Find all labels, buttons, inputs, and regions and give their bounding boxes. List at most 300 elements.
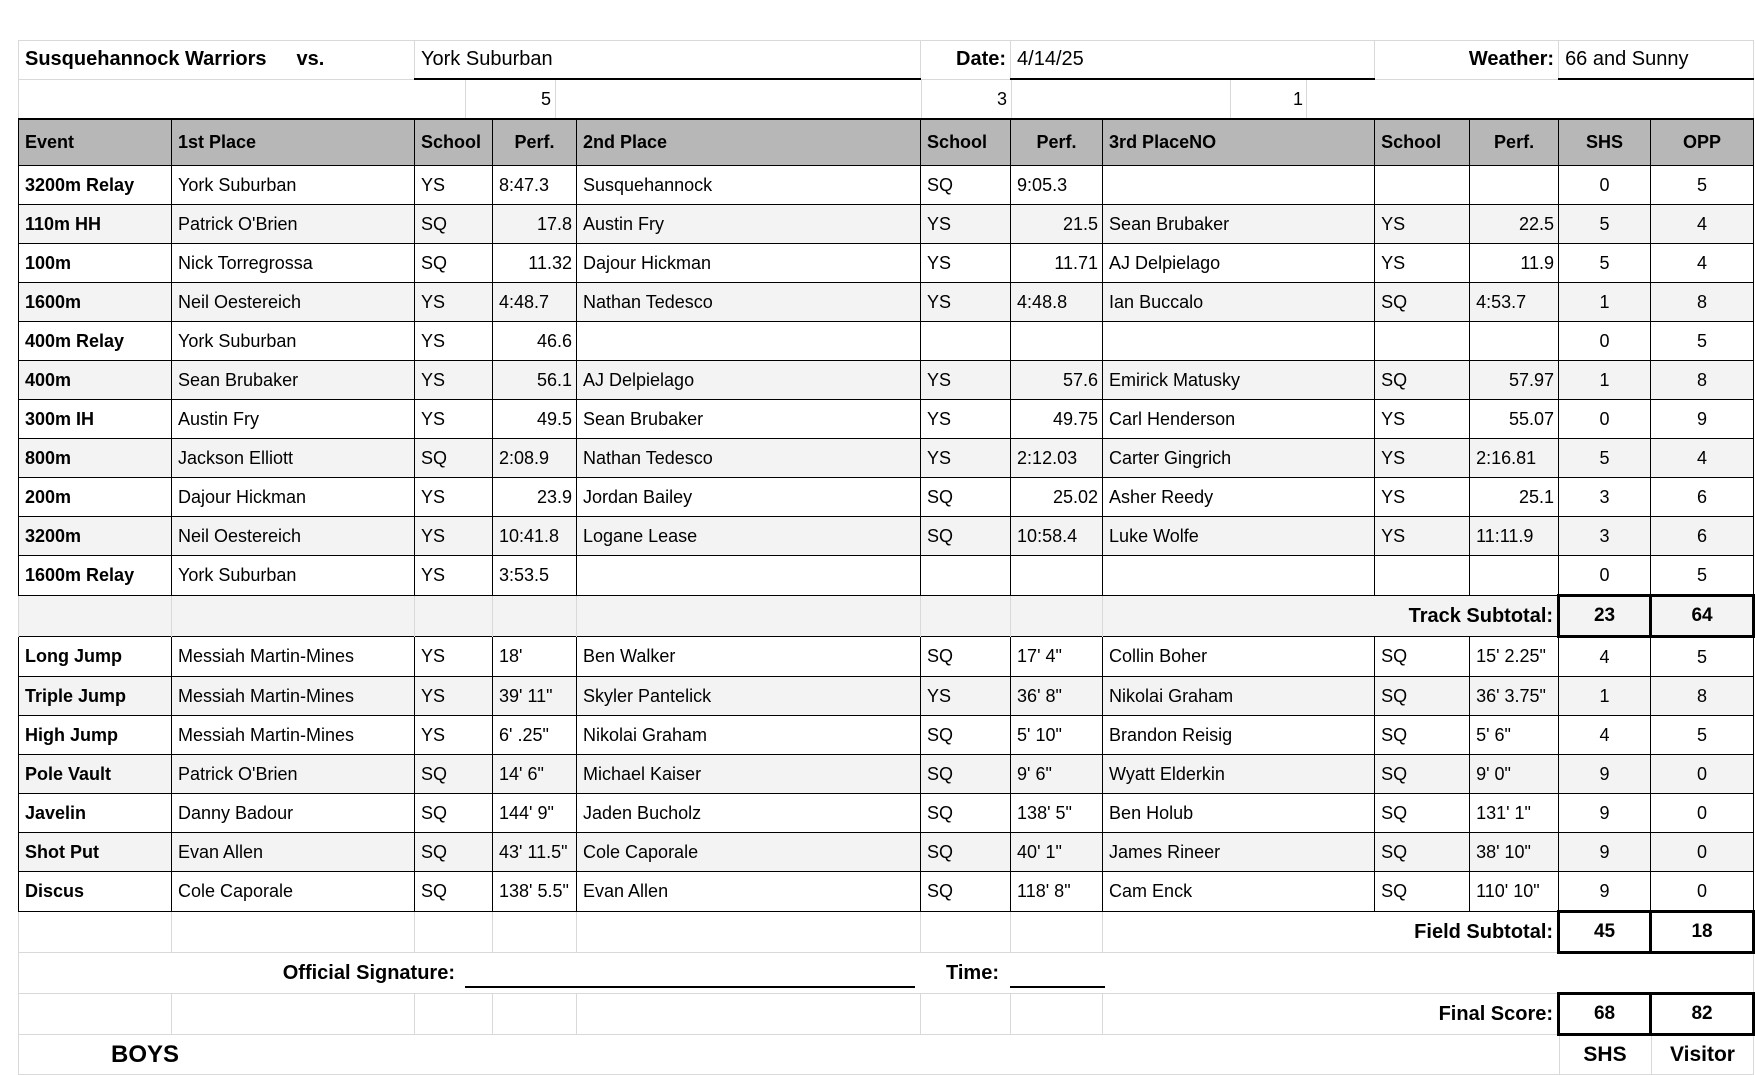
opp-points-cell[interactable]: 6 <box>1651 478 1754 517</box>
second-place-name-cell[interactable]: Susquehannock <box>577 166 921 205</box>
event-cell[interactable]: 200m <box>19 478 172 517</box>
first-place-name-cell[interactable]: Evan Allen <box>172 833 415 872</box>
second-place-perf-cell[interactable]: 11.71 <box>1011 244 1103 283</box>
event-row <box>19 637 1754 677</box>
third-place-name-cell[interactable]: James Rineer <box>1103 833 1375 872</box>
first-place-school-cell[interactable]: YS <box>415 361 493 400</box>
second-place-school-cell[interactable]: SQ <box>921 637 1011 677</box>
opp-points-cell[interactable]: 5 <box>1651 637 1754 677</box>
first-place-name-cell[interactable]: Sean Brubaker <box>172 361 415 400</box>
third-place-perf-cell[interactable]: 25.1 <box>1470 478 1559 517</box>
column-header-perf-3[interactable]: Perf. <box>1470 119 1559 166</box>
first-place-school-cell[interactable]: YS <box>415 517 493 556</box>
third-place-name-cell[interactable]: Collin Boher <box>1103 637 1375 677</box>
event-row <box>19 322 1754 361</box>
event-cell[interactable]: 1600m <box>19 283 172 322</box>
empty-cell[interactable] <box>172 596 415 637</box>
third-place-name-cell[interactable]: Carter Gingrich <box>1103 439 1375 478</box>
third-place-name-cell[interactable] <box>1103 322 1375 361</box>
column-header-event[interactable]: Event <box>19 119 172 166</box>
third-place-school-cell[interactable]: SQ <box>1375 637 1470 677</box>
shs-points-cell[interactable]: 9 <box>1559 872 1651 912</box>
final-score-label: Final Score: <box>1103 994 1559 1035</box>
matchup-cell[interactable] <box>19 41 415 80</box>
column-header-1st-place[interactable]: 1st Place <box>172 119 415 166</box>
second-place-perf-cell[interactable]: 57.6 <box>1011 361 1103 400</box>
column-header-school-2[interactable]: School <box>921 119 1011 166</box>
third-place-school-cell[interactable] <box>1375 556 1470 596</box>
empty-cell[interactable] <box>19 994 172 1035</box>
column-header-2nd-place[interactable]: 2nd Place <box>577 119 921 166</box>
third-place-name-cell[interactable]: AJ Delpielago <box>1103 244 1375 283</box>
event-cell[interactable]: 1600m Relay <box>19 556 172 596</box>
time-line[interactable] <box>1010 986 1105 988</box>
event-cell[interactable]: Discus <box>19 872 172 912</box>
first-place-school-cell[interactable]: YS <box>415 400 493 439</box>
opp-points-cell[interactable]: 9 <box>1651 400 1754 439</box>
opp-points-cell[interactable]: 0 <box>1651 872 1754 912</box>
first-place-name-cell[interactable]: Messiah Martin-Mines <box>172 677 415 716</box>
first-place-perf-cell[interactable]: 46.6 <box>493 322 577 361</box>
column-header-row <box>19 119 1754 166</box>
column-header-opp[interactable]: OPP <box>1651 119 1754 166</box>
track-subtotal-shs-score[interactable]: 23 <box>1559 596 1651 637</box>
third-place-perf-cell[interactable]: 36' 3.75" <box>1470 677 1559 716</box>
opp-points-cell[interactable]: 8 <box>1651 677 1754 716</box>
second-place-perf-cell[interactable]: 25.02 <box>1011 478 1103 517</box>
first-place-perf-cell[interactable]: 14' 6" <box>493 755 577 794</box>
second-place-name-cell[interactable]: Jaden Bucholz <box>577 794 921 833</box>
second-place-school-cell[interactable]: YS <box>921 439 1011 478</box>
second-place-school-cell[interactable] <box>921 322 1011 361</box>
first-place-name-cell[interactable]: Dajour Hickman <box>172 478 415 517</box>
signature-line[interactable] <box>465 986 915 988</box>
third-place-name-cell[interactable]: Asher Reedy <box>1103 478 1375 517</box>
event-cell[interactable]: Javelin <box>19 794 172 833</box>
event-cell[interactable]: 110m HH <box>19 205 172 244</box>
first-place-perf-cell[interactable]: 56.1 <box>493 361 577 400</box>
event-row <box>19 833 1754 872</box>
second-place-perf-cell[interactable]: 10:58.4 <box>1011 517 1103 556</box>
first-place-school-cell[interactable]: YS <box>415 556 493 596</box>
event-row <box>19 361 1754 400</box>
first-place-perf-cell[interactable]: 39' 11" <box>493 677 577 716</box>
first-place-name-cell[interactable]: Messiah Martin-Mines <box>172 637 415 677</box>
third-place-school-cell[interactable]: YS <box>1375 400 1470 439</box>
opponent-team-cell[interactable]: York Suburban <box>415 41 921 80</box>
first-place-school-cell[interactable]: SQ <box>415 794 493 833</box>
event-row <box>19 872 1754 912</box>
empty-cell[interactable] <box>493 912 577 953</box>
first-place-perf-cell[interactable]: 2:08.9 <box>493 439 577 478</box>
shs-points-cell[interactable]: 0 <box>1559 556 1651 596</box>
shs-points-cell[interactable]: 1 <box>1559 283 1651 322</box>
second-place-perf-cell[interactable]: 9:05.3 <box>1011 166 1103 205</box>
shs-points-cell[interactable]: 9 <box>1559 794 1651 833</box>
opp-points-cell[interactable]: 0 <box>1651 833 1754 872</box>
first-place-perf-cell[interactable]: 18' <box>493 637 577 677</box>
second-place-perf-cell[interactable] <box>1011 322 1103 361</box>
first-place-perf-cell[interactable]: 144' 9" <box>493 794 577 833</box>
column-header-school-1[interactable]: School <box>415 119 493 166</box>
second-place-name-cell[interactable]: Dajour Hickman <box>577 244 921 283</box>
event-row <box>19 716 1754 755</box>
event-cell[interactable]: High Jump <box>19 716 172 755</box>
shs-points-cell[interactable]: 5 <box>1559 439 1651 478</box>
first-place-name-cell[interactable]: Austin Fry <box>172 400 415 439</box>
empty-cell[interactable] <box>19 596 172 637</box>
third-place-school-cell[interactable]: SQ <box>1375 755 1470 794</box>
signature-cell[interactable] <box>19 953 1754 994</box>
opp-points-cell[interactable]: 5 <box>1651 556 1754 596</box>
opp-points-cell[interactable]: 5 <box>1651 322 1754 361</box>
first-place-points[interactable]: 5 <box>540 89 551 109</box>
empty-cell[interactable] <box>921 912 1011 953</box>
first-place-school-cell[interactable]: YS <box>415 283 493 322</box>
first-place-school-cell[interactable]: SQ <box>415 755 493 794</box>
opp-points-cell[interactable]: 5 <box>1651 716 1754 755</box>
second-place-name-cell[interactable]: Nathan Tedesco <box>577 283 921 322</box>
third-place-name-cell[interactable]: Cam Enck <box>1103 872 1375 912</box>
opp-points-cell[interactable]: 4 <box>1651 244 1754 283</box>
first-place-perf-cell[interactable]: 43' 11.5" <box>493 833 577 872</box>
third-place-school-cell[interactable]: SQ <box>1375 833 1470 872</box>
third-place-school-cell[interactable]: SQ <box>1375 716 1470 755</box>
second-place-name-cell[interactable]: Skyler Pantelick <box>577 677 921 716</box>
first-place-name-cell[interactable]: Patrick O'Brien <box>172 205 415 244</box>
first-place-perf-cell[interactable]: 23.9 <box>493 478 577 517</box>
third-place-name-cell[interactable] <box>1103 166 1375 205</box>
second-place-name-cell[interactable]: AJ Delpielago <box>577 361 921 400</box>
third-place-name-cell[interactable] <box>1103 556 1375 596</box>
final-score-shs[interactable]: 68 <box>1559 994 1651 1035</box>
first-place-perf-cell[interactable]: 49.5 <box>493 400 577 439</box>
second-place-school-cell[interactable]: YS <box>921 361 1011 400</box>
shs-points-cell[interactable]: 4 <box>1559 716 1651 755</box>
second-place-school-cell[interactable]: SQ <box>921 478 1011 517</box>
event-cell[interactable]: 800m <box>19 439 172 478</box>
third-place-perf-cell[interactable]: 22.5 <box>1470 205 1559 244</box>
first-place-name-cell[interactable]: Messiah Martin-Mines <box>172 716 415 755</box>
third-place-name-cell[interactable]: Luke Wolfe <box>1103 517 1375 556</box>
empty-cell[interactable] <box>577 912 921 953</box>
empty-cell[interactable] <box>921 596 1011 637</box>
third-place-name-cell[interactable]: Nikolai Graham <box>1103 677 1375 716</box>
third-place-name-cell[interactable]: Wyatt Elderkin <box>1103 755 1375 794</box>
first-place-perf-cell[interactable]: 17.8 <box>493 205 577 244</box>
opp-points-cell[interactable]: 8 <box>1651 283 1754 322</box>
second-place-school-cell[interactable]: YS <box>921 205 1011 244</box>
second-place-school-cell[interactable]: YS <box>921 283 1011 322</box>
weather-value-cell[interactable]: 66 and Sunny <box>1559 41 1754 80</box>
date-value-cell[interactable]: 4/14/25 <box>1011 41 1375 80</box>
event-row <box>19 478 1754 517</box>
first-place-school-cell[interactable]: SQ <box>415 205 493 244</box>
event-row <box>19 755 1754 794</box>
third-place-name-cell[interactable]: Carl Henderson <box>1103 400 1375 439</box>
second-place-perf-cell[interactable]: 5' 10" <box>1011 716 1103 755</box>
second-place-perf-cell[interactable]: 36' 8" <box>1011 677 1103 716</box>
first-place-name-cell[interactable]: Cole Caporale <box>172 872 415 912</box>
third-place-school-cell[interactable]: SQ <box>1375 677 1470 716</box>
empty-cell[interactable] <box>921 994 1011 1035</box>
second-place-perf-cell[interactable]: 40' 1" <box>1011 833 1103 872</box>
second-place-perf-cell[interactable] <box>1011 556 1103 596</box>
empty-cell[interactable] <box>415 994 493 1035</box>
second-place-perf-cell[interactable]: 118' 8" <box>1011 872 1103 912</box>
second-place-school-cell[interactable]: YS <box>921 677 1011 716</box>
visitor-footer-label: Visitor <box>1670 1043 1735 1066</box>
third-place-school-cell[interactable]: SQ <box>1375 361 1470 400</box>
third-place-school-cell[interactable]: YS <box>1375 439 1470 478</box>
opp-points-cell[interactable]: 4 <box>1651 205 1754 244</box>
empty-cell[interactable] <box>172 994 415 1035</box>
third-place-perf-cell[interactable]: 38' 10" <box>1470 833 1559 872</box>
opp-points-cell[interactable]: 0 <box>1651 755 1754 794</box>
shs-points-cell[interactable]: 5 <box>1559 244 1651 283</box>
shs-points-cell[interactable]: 1 <box>1559 677 1651 716</box>
third-place-perf-cell[interactable]: 11:11.9 <box>1470 517 1559 556</box>
boys-label: BOYS <box>110 1041 179 1068</box>
column-header-perf-1[interactable]: Perf. <box>493 119 577 166</box>
second-place-perf-cell[interactable]: 17' 4" <box>1011 637 1103 677</box>
third-place-perf-cell[interactable]: 15' 2.25" <box>1470 637 1559 677</box>
third-place-perf-cell[interactable]: 5' 6" <box>1470 716 1559 755</box>
first-place-school-cell[interactable]: YS <box>415 677 493 716</box>
event-row <box>19 517 1754 556</box>
track-subtotal-label: Track Subtotal: <box>1103 596 1559 637</box>
first-place-name-cell[interactable]: Neil Oestereich <box>172 517 415 556</box>
weather-label: Weather: <box>1375 41 1559 80</box>
shs-points-cell[interactable]: 0 <box>1559 166 1651 205</box>
second-place-perf-cell[interactable]: 2:12.03 <box>1011 439 1103 478</box>
first-place-school-cell[interactable]: YS <box>415 478 493 517</box>
event-cell[interactable]: 3200m <box>19 517 172 556</box>
second-place-school-cell[interactable]: SQ <box>921 166 1011 205</box>
date-label: Date: <box>921 41 1011 80</box>
first-place-school-cell[interactable]: SQ <box>415 244 493 283</box>
third-place-perf-cell[interactable]: 55.07 <box>1470 400 1559 439</box>
second-place-school-cell[interactable]: SQ <box>921 716 1011 755</box>
second-place-school-cell[interactable]: SQ <box>921 794 1011 833</box>
first-place-perf-cell[interactable]: 10:41.8 <box>493 517 577 556</box>
title-row <box>19 41 1754 80</box>
track-subtotal-opp-score[interactable]: 64 <box>1651 596 1754 637</box>
empty-cell[interactable] <box>1011 596 1103 637</box>
opp-points-cell[interactable]: 5 <box>1651 166 1754 205</box>
empty-cell[interactable] <box>493 596 577 637</box>
third-place-name-cell[interactable]: Ben Holub <box>1103 794 1375 833</box>
third-place-perf-cell[interactable] <box>1470 166 1559 205</box>
first-place-school-cell[interactable]: YS <box>415 637 493 677</box>
second-place-name-cell[interactable]: Nathan Tedesco <box>577 439 921 478</box>
event-row <box>19 794 1754 833</box>
column-header-shs[interactable]: SHS <box>1559 119 1651 166</box>
third-place-name-cell[interactable]: Sean Brubaker <box>1103 205 1375 244</box>
empty-cell[interactable] <box>172 912 415 953</box>
event-row <box>19 283 1754 322</box>
first-place-name-cell[interactable]: Jackson Elliott <box>172 439 415 478</box>
second-place-name-cell[interactable]: Evan Allen <box>577 872 921 912</box>
first-place-school-cell[interactable]: YS <box>415 166 493 205</box>
empty-cell[interactable] <box>577 596 921 637</box>
first-place-school-cell[interactable]: SQ <box>415 439 493 478</box>
vs-label: vs. <box>296 48 325 71</box>
third-place-perf-cell[interactable] <box>1470 322 1559 361</box>
shs-points-cell[interactable]: 1 <box>1559 361 1651 400</box>
first-place-perf-cell[interactable]: 3:53.5 <box>493 556 577 596</box>
column-header-3rd-place[interactable]: 3rd PlaceNO <box>1103 119 1375 166</box>
third-place-perf-cell[interactable]: 11.9 <box>1470 244 1559 283</box>
shs-points-cell[interactable]: 0 <box>1559 400 1651 439</box>
footer-row <box>19 1035 1754 1075</box>
footer-cell[interactable] <box>19 1035 1754 1075</box>
shs-points-cell[interactable]: 0 <box>1559 322 1651 361</box>
first-place-school-cell[interactable]: YS <box>415 716 493 755</box>
shs-points-cell[interactable]: 3 <box>1559 478 1651 517</box>
first-place-name-cell[interactable]: York Suburban <box>172 166 415 205</box>
third-place-name-cell[interactable]: Emirick Matusky <box>1103 361 1375 400</box>
first-place-name-cell[interactable]: York Suburban <box>172 556 415 596</box>
second-place-perf-cell[interactable]: 21.5 <box>1011 205 1103 244</box>
second-place-perf-cell[interactable]: 9' 6" <box>1011 755 1103 794</box>
event-cell[interactable]: 3200m Relay <box>19 166 172 205</box>
second-place-name-cell[interactable]: Jordan Bailey <box>577 478 921 517</box>
track-subtotal-row <box>19 596 1754 637</box>
first-place-perf-cell[interactable]: 8:47.3 <box>493 166 577 205</box>
first-place-name-cell[interactable]: York Suburban <box>172 322 415 361</box>
second-place-name-cell[interactable] <box>577 322 921 361</box>
shs-points-cell[interactable]: 3 <box>1559 517 1651 556</box>
official-signature-label: Official Signature: <box>282 962 455 984</box>
third-place-name-cell[interactable]: Brandon Reisig <box>1103 716 1375 755</box>
third-place-school-cell[interactable] <box>1375 322 1470 361</box>
empty-cell[interactable] <box>577 994 921 1035</box>
shs-points-cell[interactable]: 5 <box>1559 205 1651 244</box>
event-cell[interactable]: Long Jump <box>19 637 172 677</box>
event-cell[interactable]: 100m <box>19 244 172 283</box>
third-place-school-cell[interactable]: YS <box>1375 205 1470 244</box>
third-place-perf-cell[interactable]: 57.97 <box>1470 361 1559 400</box>
first-place-perf-cell[interactable]: 138' 5.5" <box>493 872 577 912</box>
empty-cell[interactable] <box>1011 912 1103 953</box>
final-score-opp[interactable]: 82 <box>1651 994 1754 1035</box>
first-place-perf-cell[interactable]: 11.32 <box>493 244 577 283</box>
third-place-school-cell[interactable]: SQ <box>1375 794 1470 833</box>
event-cell[interactable]: 400m <box>19 361 172 400</box>
third-place-school-cell[interactable]: YS <box>1375 517 1470 556</box>
shs-points-cell[interactable]: 9 <box>1559 833 1651 872</box>
third-place-name-cell[interactable]: Ian Buccalo <box>1103 283 1375 322</box>
event-row <box>19 166 1754 205</box>
event-row <box>19 205 1754 244</box>
second-place-points[interactable]: 3 <box>996 89 1007 109</box>
signature-row <box>19 953 1754 994</box>
first-place-school-cell[interactable]: YS <box>415 322 493 361</box>
third-place-perf-cell[interactable]: 131' 1" <box>1470 794 1559 833</box>
final-score-row <box>19 994 1754 1035</box>
first-place-school-cell[interactable]: SQ <box>415 833 493 872</box>
shs-points-cell[interactable]: 4 <box>1559 637 1651 677</box>
event-cell[interactable]: Shot Put <box>19 833 172 872</box>
gridline <box>1011 80 1012 118</box>
second-place-name-cell[interactable]: Ben Walker <box>577 637 921 677</box>
event-cell[interactable]: Pole Vault <box>19 755 172 794</box>
first-place-perf-cell[interactable]: 6' .25" <box>493 716 577 755</box>
empty-cell[interactable] <box>415 912 493 953</box>
first-place-name-cell[interactable]: Neil Oestereich <box>172 283 415 322</box>
event-cell[interactable]: Triple Jump <box>19 677 172 716</box>
empty-cell[interactable] <box>415 596 493 637</box>
empty-cell[interactable] <box>19 912 172 953</box>
event-cell[interactable]: 300m IH <box>19 400 172 439</box>
first-place-school-cell[interactable]: SQ <box>415 872 493 912</box>
second-place-name-cell[interactable] <box>577 556 921 596</box>
shs-points-cell[interactable]: 9 <box>1559 755 1651 794</box>
second-place-name-cell[interactable]: Nikolai Graham <box>577 716 921 755</box>
place-points-row <box>19 79 1754 119</box>
empty-cell[interactable] <box>493 994 577 1035</box>
second-place-school-cell[interactable]: YS <box>921 400 1011 439</box>
second-place-school-cell[interactable]: SQ <box>921 833 1011 872</box>
third-place-perf-cell[interactable] <box>1470 556 1559 596</box>
event-row <box>19 400 1754 439</box>
field-subtotal-opp-score[interactable]: 18 <box>1651 912 1754 953</box>
column-header-school-3[interactable]: School <box>1375 119 1470 166</box>
home-team-name: Susquehannock Warriors <box>25 48 267 71</box>
second-place-name-cell[interactable]: Cole Caporale <box>577 833 921 872</box>
second-place-school-cell[interactable]: SQ <box>921 517 1011 556</box>
first-place-name-cell[interactable]: Nick Torregrossa <box>172 244 415 283</box>
third-place-school-cell[interactable] <box>1375 166 1470 205</box>
third-place-points[interactable]: 1 <box>1292 89 1303 109</box>
first-place-perf-cell[interactable]: 4:48.7 <box>493 283 577 322</box>
second-place-perf-cell[interactable]: 4:48.8 <box>1011 283 1103 322</box>
second-place-school-cell[interactable]: YS <box>921 244 1011 283</box>
third-place-perf-cell[interactable]: 9' 0" <box>1470 755 1559 794</box>
opp-points-cell[interactable]: 4 <box>1651 439 1754 478</box>
third-place-perf-cell[interactable]: 2:16.81 <box>1470 439 1559 478</box>
first-place-name-cell[interactable]: Patrick O'Brien <box>172 755 415 794</box>
opp-points-cell[interactable]: 8 <box>1651 361 1754 400</box>
field-subtotal-shs-score[interactable]: 45 <box>1559 912 1651 953</box>
empty-cell[interactable] <box>1011 994 1103 1035</box>
second-place-perf-cell[interactable]: 138' 5" <box>1011 794 1103 833</box>
second-place-name-cell[interactable]: Logane Lease <box>577 517 921 556</box>
third-place-school-cell[interactable]: SQ <box>1375 283 1470 322</box>
second-place-name-cell[interactable]: Michael Kaiser <box>577 755 921 794</box>
third-place-school-cell[interactable]: YS <box>1375 478 1470 517</box>
meet-score-sheet <box>18 40 1755 1075</box>
column-header-perf-2[interactable]: Perf. <box>1011 119 1103 166</box>
second-place-perf-cell[interactable]: 49.75 <box>1011 400 1103 439</box>
third-place-school-cell[interactable]: YS <box>1375 244 1470 283</box>
second-place-name-cell[interactable]: Sean Brubaker <box>577 400 921 439</box>
third-place-perf-cell[interactable]: 4:53.7 <box>1470 283 1559 322</box>
second-place-school-cell[interactable] <box>921 556 1011 596</box>
opp-points-cell[interactable]: 0 <box>1651 794 1754 833</box>
second-place-school-cell[interactable]: SQ <box>921 755 1011 794</box>
opp-points-cell[interactable]: 6 <box>1651 517 1754 556</box>
first-place-name-cell[interactable]: Danny Badour <box>172 794 415 833</box>
event-cell[interactable]: 400m Relay <box>19 322 172 361</box>
second-place-name-cell[interactable]: Austin Fry <box>577 205 921 244</box>
third-place-school-cell[interactable]: SQ <box>1375 872 1470 912</box>
second-place-school-cell[interactable]: SQ <box>921 872 1011 912</box>
third-place-perf-cell[interactable]: 110' 10" <box>1470 872 1559 912</box>
place-points-cell[interactable] <box>19 79 1754 119</box>
time-label: Time: <box>946 962 999 984</box>
